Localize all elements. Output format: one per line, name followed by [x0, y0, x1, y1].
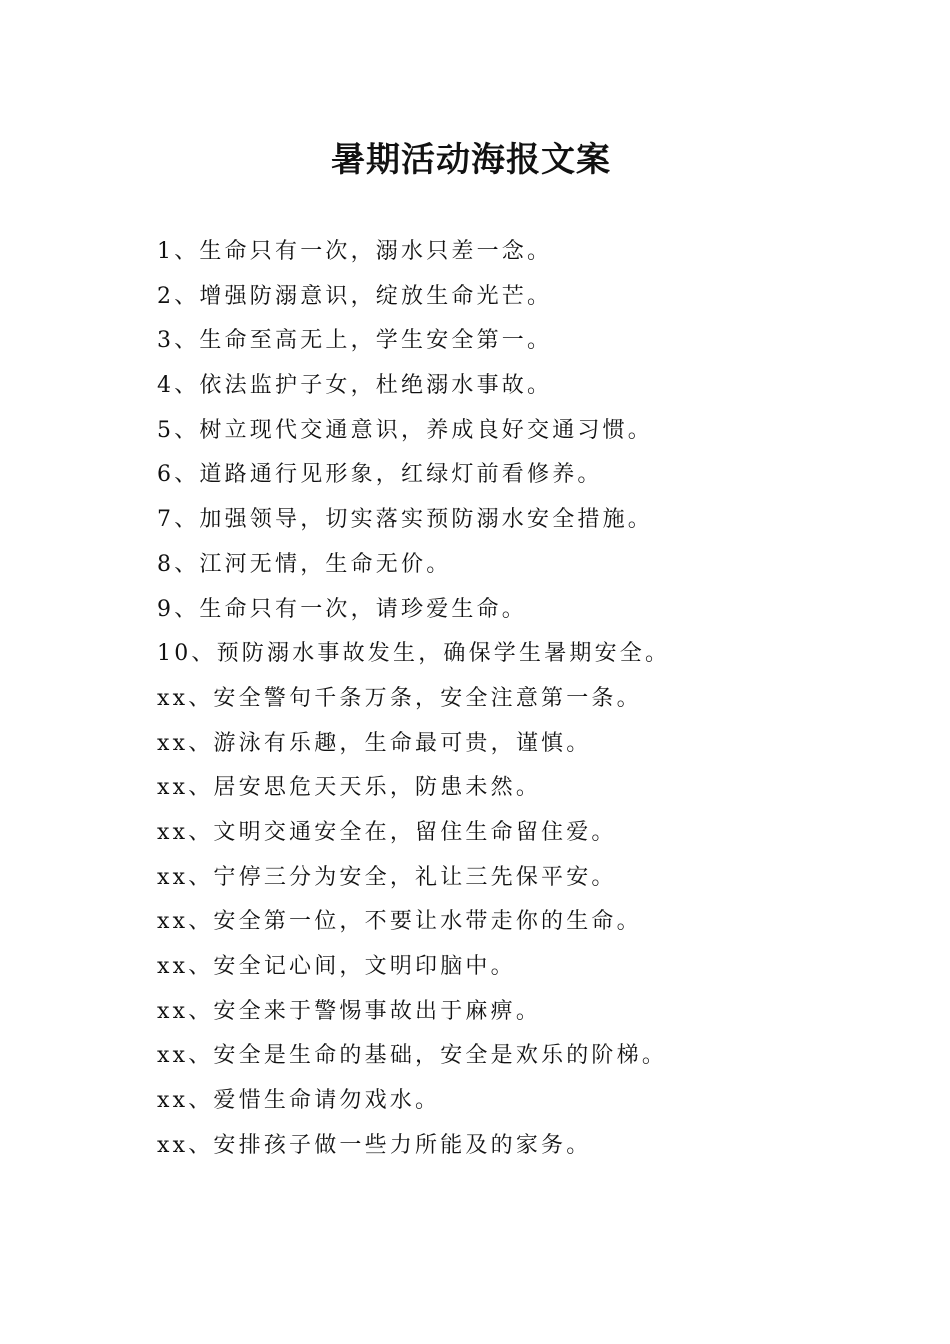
document-title: 暑期活动海报文案 — [331, 140, 611, 180]
list-item: 2、增强防溺意识，绽放生命光芒。 — [157, 283, 553, 309]
list-item: xx、安全警句千条万条，安全注意第一条。 — [157, 685, 642, 711]
list-item: xx、安全第一位，不要让水带走你的生命。 — [157, 909, 642, 935]
list-item: 1、生命只有一次，溺水只差一念。 — [157, 239, 553, 264]
list-item: xx、安全来于警惕事故出于麻痹。 — [157, 998, 542, 1024]
list-item: xx、文明交通安全在，留住生命留住爱。 — [157, 819, 617, 845]
list-item: 4、依法监护子女，杜绝溺水事故。 — [157, 373, 553, 399]
list-item: 3、生命至高无上，学生安全第一。 — [157, 328, 553, 354]
list-item: xx、安排孩子做一些力所能及的家务。 — [157, 1132, 592, 1158]
list-item: xx、安全记心间，文明印脑中。 — [157, 954, 516, 979]
list-item: xx、爱惜生命请勿戏水。 — [157, 1088, 441, 1114]
list-item: 7、加强领导，切实落实预防溺水安全措施。 — [157, 507, 653, 533]
list-item: 8、江河无情，生命无价。 — [157, 551, 452, 577]
list-item: xx、居安思危天天乐，防患未然。 — [157, 775, 542, 801]
list-item: 9、生命只有一次，请珍爱生命。 — [157, 596, 527, 622]
list-item: xx、安全是生命的基础，安全是欢乐的阶梯。 — [157, 1043, 668, 1069]
list-item: xx、游泳有乐趣，生命最可贵，谨慎。 — [157, 730, 592, 756]
list-item: 10、预防溺水事故发生，确保学生暑期安全。 — [157, 641, 671, 667]
list-item: 5、树立现代交通意识，养成良好交通习惯。 — [157, 417, 653, 443]
list-item: xx、宁停三分为安全，礼让三先保平安。 — [157, 864, 617, 890]
slogan-list — [157, 230, 670, 1168]
list-item: 6、道路通行见形象，红绿灯前看修养。 — [157, 462, 603, 488]
